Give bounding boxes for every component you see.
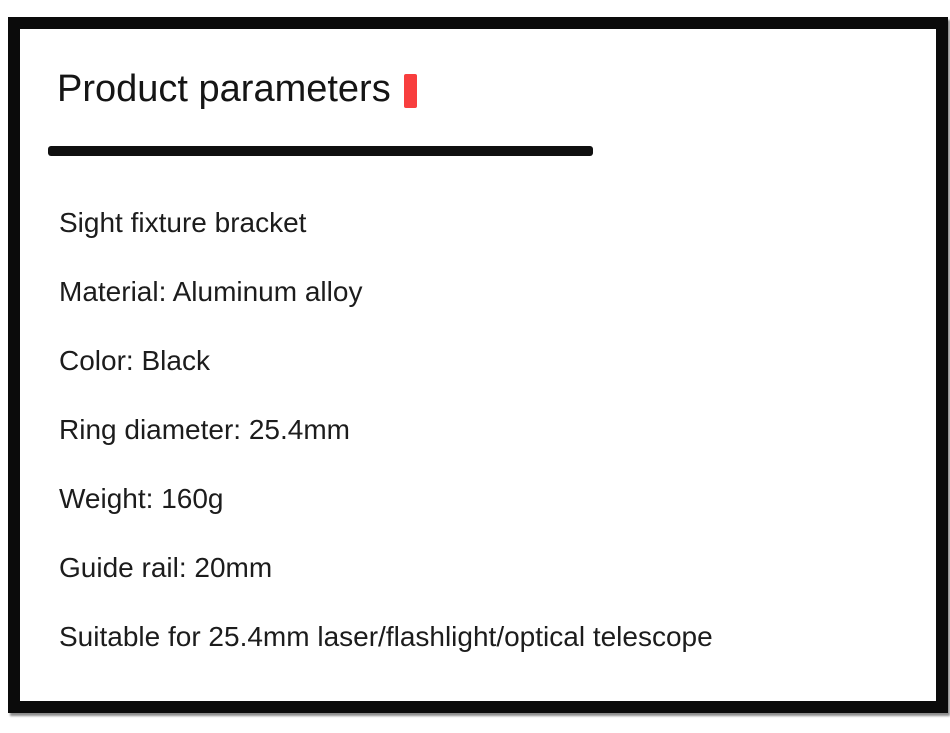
parameter-list [59,188,713,671]
parameter-line: Ring diameter: 25.4mm [59,414,351,445]
title-accent-bar [404,74,417,108]
page-title: Product parameters [57,68,391,110]
parameter-line: Suitable for 25.4mm laser/flashlight/optical telescope [59,621,713,652]
parameter-line: Material: Aluminum alloy [59,276,363,307]
parameter-line: Sight fixture bracket [59,207,307,238]
title-underline [48,146,593,156]
parameter-line: Weight: 160g [59,483,224,514]
parameter-line: Color: Black [59,345,210,376]
parameter-line: Guide rail: 20mm [59,552,273,583]
